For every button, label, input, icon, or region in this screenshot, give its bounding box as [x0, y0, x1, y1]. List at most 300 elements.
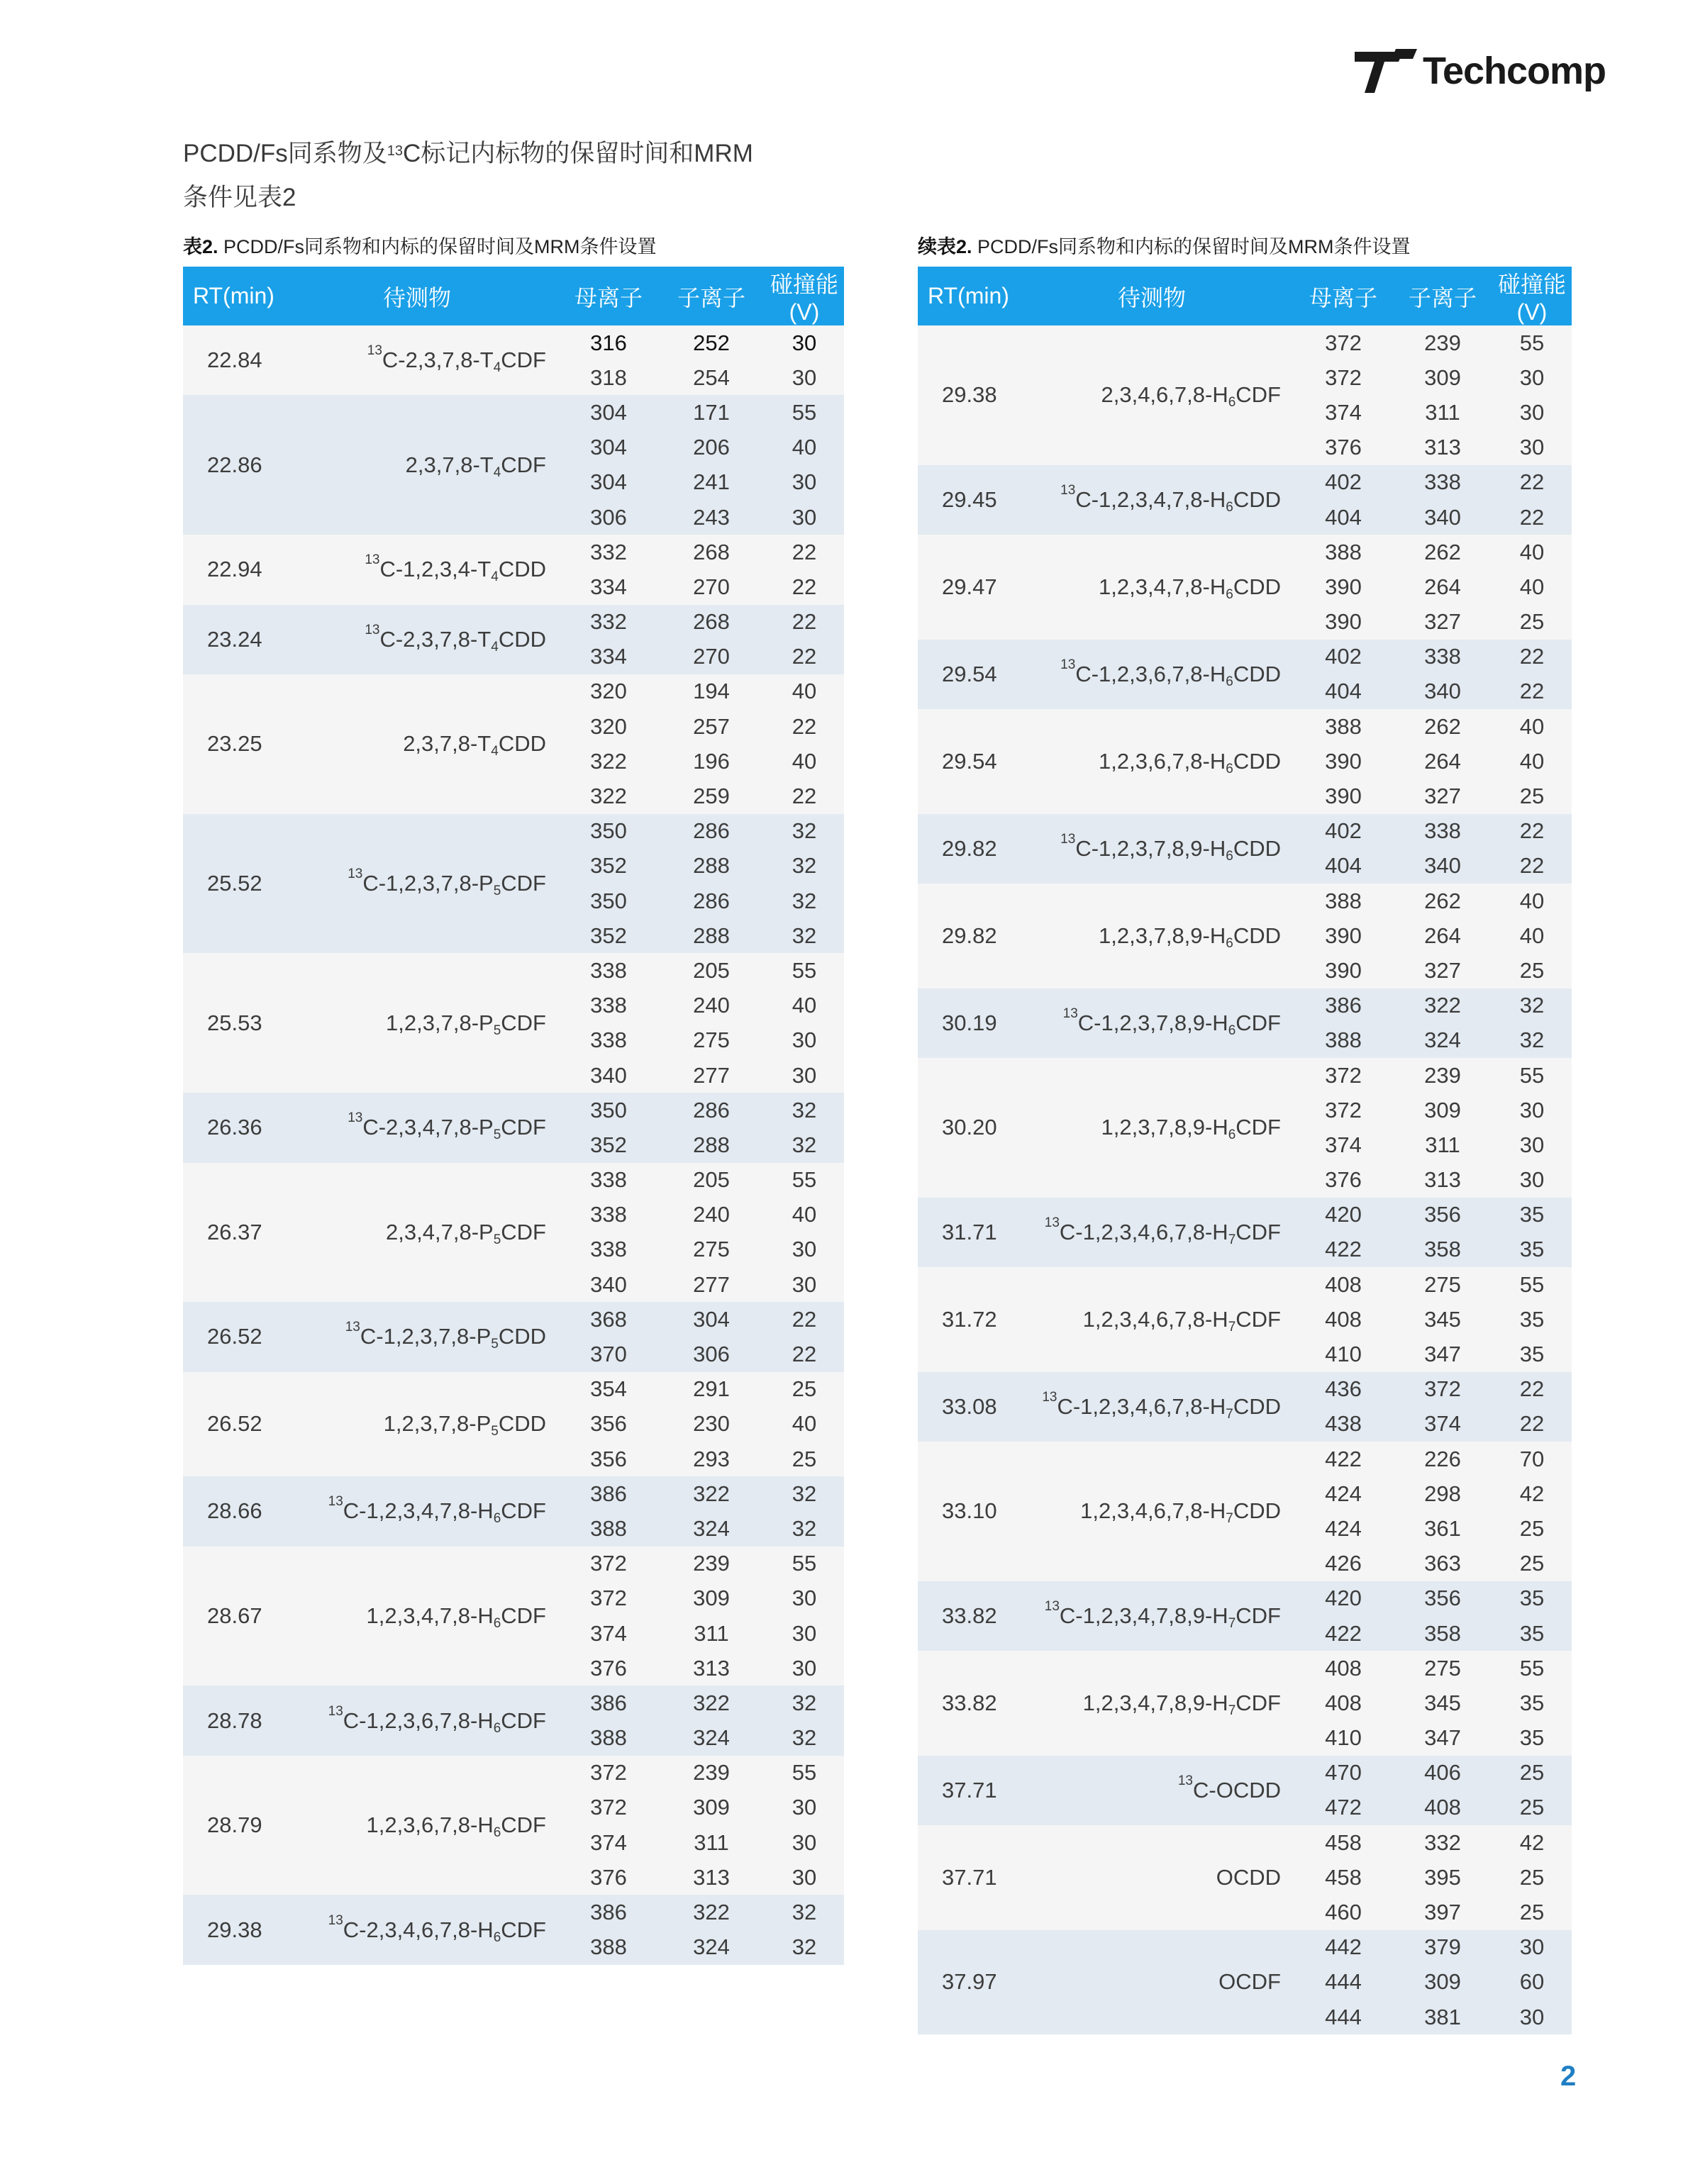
- parent-ion-cell: 372: [1294, 1058, 1393, 1093]
- analyte-cell: $^{13}C-1,2,3,4,7,8,9-H_7CDF$: [1010, 1581, 1294, 1651]
- parent-ion-cell: 334: [559, 640, 658, 674]
- parent-ion-cell: 386: [559, 1895, 658, 1929]
- parent-ion-cell: 372: [1294, 1093, 1393, 1127]
- daughter-ion-cell: 309: [658, 1581, 765, 1616]
- parent-ion-cell: 402: [1294, 640, 1393, 674]
- daughter-ion-cell: 259: [658, 779, 765, 813]
- daughter-ion-cell: 322: [658, 1476, 765, 1511]
- collision-energy-cell: 40: [1492, 709, 1572, 744]
- daughter-ion-cell: 240: [658, 988, 765, 1023]
- collision-energy-cell: 22: [1492, 814, 1572, 849]
- column-header: 待测物: [1010, 267, 1294, 325]
- collision-energy-cell: 40: [765, 744, 844, 779]
- parent-ion-cell: 458: [1294, 1860, 1393, 1895]
- daughter-ion-cell: 338: [1393, 640, 1492, 674]
- analyte-cell: OCDF: [1010, 1930, 1294, 2035]
- table-row: [183, 674, 844, 709]
- parent-ion-cell: 404: [1294, 849, 1393, 884]
- retention-time-cell: 29.82: [918, 884, 1010, 988]
- daughter-ion-cell: 345: [1393, 1302, 1492, 1337]
- collision-energy-cell: 32: [765, 814, 844, 849]
- analyte-cell: $2,3,4,7,8-P_5CDF$: [275, 1163, 559, 1303]
- analyte-cell: $^{13}C-1,2,3,4,6,7,8-H_7CDF$: [1010, 1198, 1294, 1267]
- table2-caption: 续表2. PCDD/Fs同系物和内标的保留时间及MRM条件设置: [918, 236, 1411, 257]
- column-header: 母离子: [1294, 267, 1393, 325]
- analyte-cell: $^{13}C-1,2,3,7,8-P_5CDD$: [275, 1302, 559, 1371]
- parent-ion-cell: 422: [1294, 1616, 1393, 1651]
- retention-time-cell: 22.86: [183, 395, 275, 535]
- daughter-ion-cell: 262: [1393, 709, 1492, 744]
- collision-energy-cell: 32: [765, 884, 844, 918]
- table-row: [918, 1930, 1572, 1965]
- daughter-ion-cell: 239: [1393, 325, 1492, 360]
- retention-time-cell: 37.71: [918, 1825, 1010, 1930]
- parent-ion-cell: 408: [1294, 1302, 1393, 1337]
- daughter-ion-cell: 275: [658, 1023, 765, 1058]
- parent-ion-cell: 376: [1294, 1163, 1393, 1198]
- parent-ion-cell: 374: [1294, 1127, 1393, 1162]
- table-row: [918, 1442, 1572, 1476]
- parent-ion-cell: 404: [1294, 674, 1393, 709]
- collision-energy-cell: 60: [1492, 1965, 1572, 2000]
- collision-energy-cell: 32: [765, 1511, 844, 1546]
- analyte-cell: $1,2,3,6,7,8-H_6CDF$: [275, 1756, 559, 1895]
- parent-ion-cell: 470: [1294, 1756, 1393, 1790]
- collision-energy-cell: 30: [765, 1616, 844, 1651]
- parent-ion-cell: 306: [559, 500, 658, 535]
- column-header: 碰撞能(V): [1492, 267, 1572, 325]
- daughter-ion-cell: 408: [1393, 1790, 1492, 1825]
- daughter-ion-cell: 309: [1393, 360, 1492, 395]
- retention-time-cell: 33.82: [918, 1651, 1010, 1756]
- parent-ion-cell: 332: [559, 605, 658, 640]
- parent-ion-cell: 386: [559, 1476, 658, 1511]
- retention-time-cell: 22.84: [183, 325, 275, 395]
- daughter-ion-cell: 397: [1393, 1895, 1492, 1929]
- daughter-ion-cell: 241: [658, 465, 765, 500]
- table-row: [183, 1476, 844, 1511]
- collision-energy-cell: 55: [765, 395, 844, 430]
- table2-header-row: [918, 267, 1572, 325]
- collision-energy-cell: 32: [765, 918, 844, 953]
- daughter-ion-cell: 332: [1393, 1825, 1492, 1860]
- daughter-ion-cell: 347: [1393, 1337, 1492, 1371]
- collision-energy-cell: 30: [765, 325, 844, 360]
- retention-time-cell: 26.52: [183, 1302, 275, 1371]
- table-row: [918, 640, 1572, 674]
- collision-energy-cell: 22: [765, 640, 844, 674]
- analyte-cell: $1,2,3,4,7,8-H_6CDF$: [275, 1547, 559, 1686]
- collision-energy-cell: 40: [1492, 918, 1572, 953]
- daughter-ion-cell: 356: [1393, 1198, 1492, 1232]
- daughter-ion-cell: 340: [1393, 500, 1492, 535]
- parent-ion-cell: 376: [1294, 430, 1393, 465]
- daughter-ion-cell: 379: [1393, 1930, 1492, 1965]
- analyte-cell: $^{13}C-1,2,3,7,8-P_5CDF$: [275, 814, 559, 954]
- analyte-cell: $1,2,3,4,6,7,8-H_7CDF$: [1010, 1267, 1294, 1372]
- parent-ion-cell: 408: [1294, 1267, 1393, 1302]
- parent-ion-cell: 350: [559, 1093, 658, 1127]
- parent-ion-cell: 320: [559, 674, 658, 709]
- daughter-ion-cell: 277: [658, 1267, 765, 1302]
- daughter-ion-cell: 286: [658, 884, 765, 918]
- daughter-ion-cell: 206: [658, 430, 765, 465]
- table-row: [183, 1163, 844, 1198]
- daughter-ion-cell: 381: [1393, 2000, 1492, 2034]
- techcomp-logo-mark-icon: [1353, 46, 1418, 96]
- table-row: [918, 1198, 1572, 1232]
- analyte-cell: $^{13}C-1,2,3,6,7,8-H_6CDD$: [1010, 640, 1294, 709]
- page-number: 2: [1560, 2061, 1577, 2092]
- collision-energy-cell: 30: [765, 500, 844, 535]
- parent-ion-cell: 424: [1294, 1511, 1393, 1546]
- daughter-ion-cell: 288: [658, 1127, 765, 1162]
- collision-energy-cell: 30: [1492, 1163, 1572, 1198]
- daughter-ion-cell: 358: [1393, 1232, 1492, 1267]
- collision-energy-cell: 22: [1492, 674, 1572, 709]
- table-row: [183, 953, 844, 988]
- daughter-ion-cell: 356: [1393, 1581, 1492, 1616]
- parent-ion-cell: 390: [1294, 744, 1393, 779]
- analyte-cell: $^{13}C-2,3,7,8-T_4CDF$: [275, 325, 559, 395]
- collision-energy-cell: 30: [765, 465, 844, 500]
- daughter-ion-cell: 270: [658, 569, 765, 604]
- analyte-cell: $^{13}C-1,2,3,4,6,7,8-H_7CDD$: [1010, 1372, 1294, 1442]
- daughter-ion-cell: 309: [1393, 1965, 1492, 2000]
- collision-energy-cell: 25: [1492, 953, 1572, 988]
- parent-ion-cell: 422: [1294, 1442, 1393, 1476]
- parent-ion-cell: 388: [559, 1930, 658, 1965]
- parent-ion-cell: 408: [1294, 1651, 1393, 1686]
- retention-time-cell: 28.78: [183, 1686, 275, 1755]
- parent-ion-cell: 402: [1294, 814, 1393, 849]
- collision-energy-cell: 22: [765, 569, 844, 604]
- table-row: [918, 1267, 1572, 1302]
- retention-time-cell: 29.82: [918, 814, 1010, 884]
- table-2: [918, 267, 1572, 2034]
- parent-ion-cell: 420: [1294, 1581, 1393, 1616]
- daughter-ion-cell: 293: [658, 1442, 765, 1476]
- collision-energy-cell: 32: [765, 1127, 844, 1162]
- collision-energy-cell: 30: [1492, 395, 1572, 430]
- parent-ion-cell: 388: [1294, 535, 1393, 569]
- table1-header-row: [183, 267, 844, 325]
- daughter-ion-cell: 288: [658, 918, 765, 953]
- column-header: 碰撞能(V): [765, 267, 844, 325]
- parent-ion-cell: 444: [1294, 2000, 1393, 2034]
- table-row: [183, 535, 844, 569]
- daughter-ion-cell: 322: [1393, 988, 1492, 1023]
- collision-energy-cell: 55: [765, 953, 844, 988]
- parent-ion-cell: 350: [559, 884, 658, 918]
- daughter-ion-cell: 240: [658, 1198, 765, 1232]
- analyte-cell: $1,2,3,4,6,7,8-H_7CDD$: [1010, 1442, 1294, 1581]
- collision-energy-cell: 70: [1492, 1442, 1572, 1476]
- daughter-ion-cell: 313: [1393, 1163, 1492, 1198]
- collision-energy-cell: 30: [765, 1581, 844, 1616]
- parent-ion-cell: 304: [559, 430, 658, 465]
- parent-ion-cell: 410: [1294, 1337, 1393, 1371]
- collision-energy-cell: 55: [1492, 1267, 1572, 1302]
- daughter-ion-cell: 239: [658, 1756, 765, 1790]
- collision-energy-cell: 35: [1492, 1198, 1572, 1232]
- analyte-cell: $^{13}C-1,2,3,4,7,8-H_6CDD$: [1010, 465, 1294, 535]
- daughter-ion-cell: 322: [658, 1686, 765, 1720]
- collision-energy-cell: 55: [765, 1163, 844, 1198]
- column-header: 待测物: [275, 267, 559, 325]
- daughter-ion-cell: 275: [658, 1232, 765, 1267]
- parent-ion-cell: 354: [559, 1372, 658, 1407]
- collision-energy-cell: 40: [1492, 744, 1572, 779]
- analyte-cell: $^{13}$C-OCDD: [1010, 1756, 1294, 1825]
- daughter-ion-cell: 358: [1393, 1616, 1492, 1651]
- parent-ion-cell: 410: [1294, 1721, 1393, 1756]
- daughter-ion-cell: 327: [1393, 953, 1492, 988]
- daughter-ion-cell: 226: [1393, 1442, 1492, 1476]
- daughter-ion-cell: 311: [1393, 1127, 1492, 1162]
- daughter-ion-cell: 324: [658, 1511, 765, 1546]
- table-row: [918, 465, 1572, 500]
- daughter-ion-cell: 313: [658, 1860, 765, 1895]
- collision-energy-cell: 30: [1492, 1930, 1572, 1965]
- parent-ion-cell: 442: [1294, 1930, 1393, 1965]
- analyte-cell: OCDD: [1010, 1825, 1294, 1930]
- collision-energy-cell: 22: [765, 535, 844, 569]
- daughter-ion-cell: 239: [1393, 1058, 1492, 1093]
- techcomp-logo: [1353, 43, 1609, 99]
- retention-time-cell: 26.37: [183, 1163, 275, 1303]
- collision-energy-cell: 25: [1492, 1790, 1572, 1825]
- collision-energy-cell: 42: [1492, 1825, 1572, 1860]
- parent-ion-cell: 376: [559, 1860, 658, 1895]
- table-row: [918, 814, 1572, 849]
- collision-energy-cell: 25: [1492, 605, 1572, 640]
- analyte-cell: $2,3,7,8-T_4CDF$: [275, 395, 559, 535]
- brand-name: Techcomp: [1423, 50, 1606, 92]
- parent-ion-cell: 390: [1294, 605, 1393, 640]
- parent-ion-cell: 352: [559, 849, 658, 884]
- collision-energy-cell: 30: [765, 1058, 844, 1093]
- parent-ion-cell: 372: [559, 1790, 658, 1825]
- parent-ion-cell: 438: [1294, 1407, 1393, 1442]
- parent-ion-cell: 370: [559, 1337, 658, 1371]
- retention-time-cell: 29.45: [918, 465, 1010, 535]
- daughter-ion-cell: 327: [1393, 779, 1492, 813]
- collision-energy-cell: 40: [765, 430, 844, 465]
- daughter-ion-cell: 324: [1393, 1023, 1492, 1058]
- retention-time-cell: 28.67: [183, 1547, 275, 1686]
- collision-energy-cell: 55: [1492, 1651, 1572, 1686]
- daughter-ion-cell: 243: [658, 500, 765, 535]
- daughter-ion-cell: 306: [658, 1337, 765, 1371]
- column-header: 子离子: [658, 267, 765, 325]
- collision-energy-cell: 55: [765, 1547, 844, 1581]
- daughter-ion-cell: 262: [1393, 884, 1492, 918]
- daughter-ion-cell: 340: [1393, 849, 1492, 884]
- collision-energy-cell: 30: [765, 1023, 844, 1058]
- column-header: 子离子: [1393, 267, 1492, 325]
- collision-energy-cell: 22: [765, 779, 844, 813]
- table-row: [918, 884, 1572, 918]
- parent-ion-cell: 420: [1294, 1198, 1393, 1232]
- parent-ion-cell: 422: [1294, 1232, 1393, 1267]
- collision-energy-cell: 35: [1492, 1686, 1572, 1720]
- collision-energy-cell: 40: [765, 674, 844, 709]
- collision-energy-cell: 40: [765, 988, 844, 1023]
- collision-energy-cell: 35: [1492, 1581, 1572, 1616]
- daughter-ion-cell: 338: [1393, 814, 1492, 849]
- parent-ion-cell: 316: [559, 325, 658, 360]
- daughter-ion-cell: 406: [1393, 1756, 1492, 1790]
- daughter-ion-cell: 311: [658, 1825, 765, 1860]
- retention-time-cell: 30.19: [918, 988, 1010, 1058]
- parent-ion-cell: 426: [1294, 1547, 1393, 1581]
- daughter-ion-cell: 286: [658, 814, 765, 849]
- collision-energy-cell: 35: [1492, 1616, 1572, 1651]
- table-row: [918, 1058, 1572, 1093]
- collision-energy-cell: 30: [1492, 2000, 1572, 2034]
- parent-ion-cell: 372: [1294, 360, 1393, 395]
- table-row: [183, 814, 844, 849]
- collision-energy-cell: 25: [1492, 1511, 1572, 1546]
- retention-time-cell: 33.08: [918, 1372, 1010, 1442]
- analyte-cell: $^{13}C-1,2,3,6,7,8-H_6CDF$: [275, 1686, 559, 1755]
- daughter-ion-cell: 268: [658, 605, 765, 640]
- analyte-cell: $^{13}C-1,2,3,4-T_4CDD$: [275, 535, 559, 604]
- parent-ion-cell: 372: [559, 1547, 658, 1581]
- collision-energy-cell: 30: [765, 1267, 844, 1302]
- collision-energy-cell: 42: [1492, 1476, 1572, 1511]
- retention-time-cell: 29.38: [918, 325, 1010, 465]
- table-row: [918, 1372, 1572, 1407]
- parent-ion-cell: 408: [1294, 1686, 1393, 1720]
- analyte-cell: $1,2,3,7,8,9-H_6CDD$: [1010, 884, 1294, 988]
- collision-energy-cell: 32: [1492, 988, 1572, 1023]
- parent-ion-cell: 388: [1294, 884, 1393, 918]
- retention-time-cell: 28.66: [183, 1476, 275, 1546]
- analyte-cell: $1,2,3,7,8-P_5CDD$: [275, 1372, 559, 1477]
- parent-ion-cell: 368: [559, 1302, 658, 1337]
- collision-energy-cell: 35: [1492, 1302, 1572, 1337]
- table-1: [183, 267, 844, 1965]
- collision-energy-cell: 25: [1492, 1547, 1572, 1581]
- parent-ion-cell: 332: [559, 535, 658, 569]
- collision-energy-cell: 22: [765, 709, 844, 744]
- retention-time-cell: 23.25: [183, 674, 275, 814]
- collision-energy-cell: 55: [1492, 1058, 1572, 1093]
- collision-energy-cell: 22: [1492, 500, 1572, 535]
- analyte-cell: $^{13}C-1,2,3,7,8,9-H_6CDD$: [1010, 814, 1294, 884]
- table-row: [918, 1756, 1572, 1790]
- collision-energy-cell: 55: [1492, 325, 1572, 360]
- table-row: [918, 1581, 1572, 1616]
- collision-energy-cell: 22: [765, 605, 844, 640]
- parent-ion-cell: 388: [1294, 709, 1393, 744]
- parent-ion-cell: 338: [559, 1198, 658, 1232]
- collision-energy-cell: 32: [1492, 1023, 1572, 1058]
- parent-ion-cell: 374: [559, 1825, 658, 1860]
- parent-ion-cell: 334: [559, 569, 658, 604]
- collision-energy-cell: 22: [1492, 1407, 1572, 1442]
- collision-energy-cell: 25: [765, 1442, 844, 1476]
- collision-energy-cell: 30: [1492, 1127, 1572, 1162]
- collision-energy-cell: 30: [1492, 1093, 1572, 1127]
- retention-time-cell: 28.79: [183, 1756, 275, 1895]
- parent-ion-cell: 374: [1294, 395, 1393, 430]
- retention-time-cell: 22.94: [183, 535, 275, 604]
- daughter-ion-cell: 264: [1393, 744, 1492, 779]
- analyte-cell: $^{13}C-2,3,4,7,8-P_5CDF$: [275, 1093, 559, 1162]
- table-row: [918, 1651, 1572, 1686]
- collision-energy-cell: 35: [1492, 1721, 1572, 1756]
- table-row: [918, 535, 1572, 569]
- collision-energy-cell: 40: [1492, 569, 1572, 604]
- collision-energy-cell: 40: [1492, 535, 1572, 569]
- collision-energy-cell: 22: [1492, 849, 1572, 884]
- daughter-ion-cell: 254: [658, 360, 765, 395]
- retention-time-cell: 29.47: [918, 535, 1010, 640]
- table1-caption: 表2. PCDD/Fs同系物和内标的保留时间及MRM条件设置: [183, 236, 657, 257]
- daughter-ion-cell: 230: [658, 1407, 765, 1442]
- parent-ion-cell: 340: [559, 1267, 658, 1302]
- daughter-ion-cell: 205: [658, 953, 765, 988]
- retention-time-cell: 29.54: [918, 640, 1010, 709]
- parent-ion-cell: 388: [1294, 1023, 1393, 1058]
- analyte-cell: $^{13}C-1,2,3,4,7,8-H_6CDF$: [275, 1476, 559, 1546]
- analyte-cell: $2,3,4,6,7,8-H_6CDF$: [1010, 325, 1294, 465]
- parent-ion-cell: 374: [559, 1616, 658, 1651]
- analyte-cell: $1,2,3,7,8,9-H_6CDF$: [1010, 1058, 1294, 1198]
- table-row: [183, 1547, 844, 1581]
- section-heading: PCDD/Fs同系物及$^{13}$C标记内标物的保留时间和MRM 条件见表2: [183, 140, 753, 211]
- daughter-ion-cell: 304: [658, 1302, 765, 1337]
- parent-ion-cell: 356: [559, 1442, 658, 1476]
- parent-ion-cell: 320: [559, 709, 658, 744]
- parent-ion-cell: 436: [1294, 1372, 1393, 1407]
- parent-ion-cell: 444: [1294, 1965, 1393, 2000]
- parent-ion-cell: 458: [1294, 1825, 1393, 1860]
- parent-ion-cell: 424: [1294, 1476, 1393, 1511]
- daughter-ion-cell: 171: [658, 395, 765, 430]
- daughter-ion-cell: 327: [1393, 605, 1492, 640]
- daughter-ion-cell: 361: [1393, 1511, 1492, 1546]
- daughter-ion-cell: 313: [1393, 430, 1492, 465]
- daughter-ion-cell: 262: [1393, 535, 1492, 569]
- retention-time-cell: 25.53: [183, 953, 275, 1093]
- daughter-ion-cell: 374: [1393, 1407, 1492, 1442]
- parent-ion-cell: 390: [1294, 953, 1393, 988]
- collision-energy-cell: 40: [765, 1198, 844, 1232]
- parent-ion-cell: 372: [1294, 325, 1393, 360]
- parent-ion-cell: 372: [559, 1756, 658, 1790]
- daughter-ion-cell: 338: [1393, 465, 1492, 500]
- daughter-ion-cell: 275: [1393, 1267, 1492, 1302]
- analyte-cell: $^{13}C-2,3,4,6,7,8-H_6CDF$: [275, 1895, 559, 1964]
- retention-time-cell: 37.71: [918, 1756, 1010, 1825]
- table-row: [183, 605, 844, 640]
- analyte-cell: $1,2,3,4,7,8-H_6CDD$: [1010, 535, 1294, 640]
- parent-ion-cell: 372: [559, 1581, 658, 1616]
- retention-time-cell: 33.10: [918, 1442, 1010, 1581]
- parent-ion-cell: 386: [559, 1686, 658, 1720]
- parent-ion-cell: 460: [1294, 1895, 1393, 1929]
- collision-energy-cell: 22: [765, 1302, 844, 1337]
- retention-time-cell: 23.24: [183, 605, 275, 674]
- parent-ion-cell: 340: [559, 1058, 658, 1093]
- collision-energy-cell: 40: [1492, 884, 1572, 918]
- collision-energy-cell: 30: [765, 1232, 844, 1267]
- daughter-ion-cell: 340: [1393, 674, 1492, 709]
